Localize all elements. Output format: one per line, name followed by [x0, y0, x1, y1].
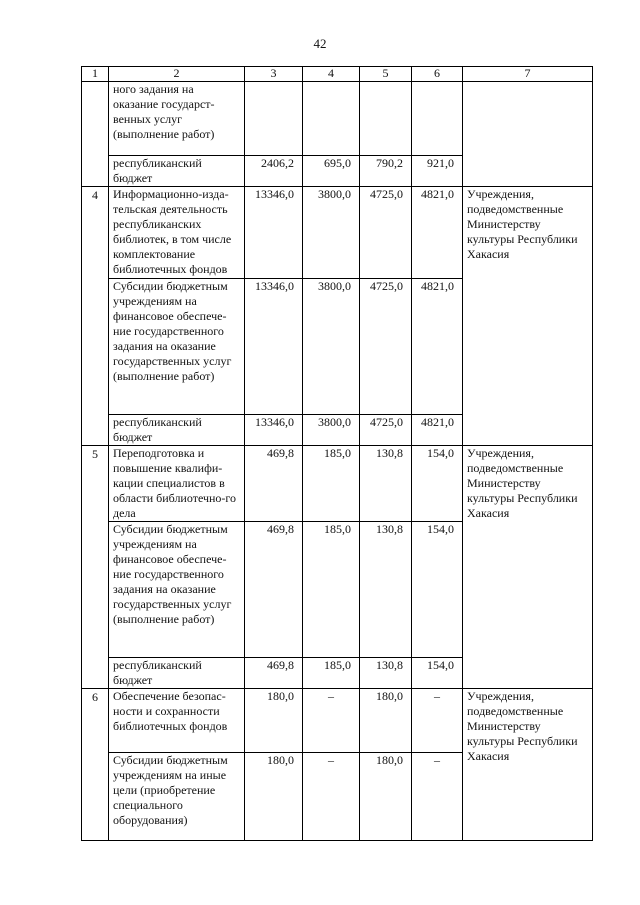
value-cell: – [412, 753, 463, 841]
value-cell: 469,8 [245, 446, 303, 522]
value-cell: 4725,0 [360, 415, 412, 446]
value-cell: 4821,0 [412, 187, 463, 279]
value-cell: 3800,0 [303, 187, 360, 279]
subsidy-description: Субсидии бюджетным учреждениям на финансовое обеспече-ние государственного задания на оказание государственных услуг (выполнение работ) [109, 522, 245, 658]
value-cell: – [303, 753, 360, 841]
row-number-cell [82, 82, 109, 187]
value-cell: 3800,0 [303, 415, 360, 446]
value-cell: 154,0 [412, 658, 463, 689]
column-number: 4 [303, 67, 360, 82]
value-cell: 13346,0 [245, 279, 303, 415]
column-number: 1 [82, 67, 109, 82]
value-cell: 130,8 [360, 522, 412, 658]
budget-label: республиканский бюджет [109, 156, 245, 187]
value-cell: 695,0 [303, 156, 360, 187]
value-cell: – [303, 689, 360, 753]
budget-label: республиканский бюджет [109, 658, 245, 689]
activity-description: Обеспечение безопас-ности и сохранности библиотечных фондов [109, 689, 245, 753]
executor-cell: Учреждения, подведомственные Министерству культуры Республики Хакасия [463, 689, 593, 841]
table-row [82, 82, 593, 156]
program-activities-table [81, 66, 593, 841]
row-number: 4 [82, 187, 109, 446]
column-number: 2 [109, 67, 245, 82]
value-cell: 4821,0 [412, 279, 463, 415]
subsidy-description: Субсидии бюджетным учреждениям на иные цели (приобретение специального оборудования) [109, 753, 245, 841]
value-cell: 790,2 [360, 156, 412, 187]
table-row [82, 689, 593, 753]
executor-cell: Учреждения, подведомственные Министерству культуры Республики Хакасия [463, 187, 593, 446]
value-cell: 4725,0 [360, 279, 412, 415]
row-number: 5 [82, 446, 109, 689]
activity-description: Переподготовка и повышение квалифи-кации специалистов в области библиотечно-го дела [109, 446, 245, 522]
value-cell: 13346,0 [245, 415, 303, 446]
value-cell: 185,0 [303, 522, 360, 658]
value-cell: 154,0 [412, 522, 463, 658]
executor-cell [463, 82, 593, 187]
value-cell: 4821,0 [412, 415, 463, 446]
column-number: 6 [412, 67, 463, 82]
activity-description: ного задания на оказание государст-венных услуг (выполнение работ) [109, 82, 245, 156]
column-number-row [82, 67, 593, 82]
table-row [82, 187, 593, 279]
value-cell: 185,0 [303, 658, 360, 689]
value-cell: 180,0 [245, 689, 303, 753]
value-cell: 180,0 [360, 689, 412, 753]
value-cell: 469,8 [245, 658, 303, 689]
column-number: 7 [463, 67, 593, 82]
table-row [82, 446, 593, 522]
column-number: 3 [245, 67, 303, 82]
budget-label: республиканский бюджет [109, 415, 245, 446]
value-cell: 130,8 [360, 658, 412, 689]
value-cell: 921,0 [412, 156, 463, 187]
subsidy-description: Субсидии бюджетным учреждениям на финансовое обеспече-ние государственного задания на оказание государственных услуг (выполнение работ) [109, 279, 245, 415]
value-cell: 185,0 [303, 446, 360, 522]
value-cell: 13346,0 [245, 187, 303, 279]
page-number: 42 [313, 36, 327, 51]
value-cell: 154,0 [412, 446, 463, 522]
executor-cell: Учреждения, подведомственные Министерству культуры Республики Хакасия [463, 446, 593, 689]
value-cell: 4725,0 [360, 187, 412, 279]
activity-description: Информационно-изда-тельская деятельность республиканских библиотек, в том числе комплектование библиотечных фондов [109, 187, 245, 279]
row-number: 6 [82, 689, 109, 841]
value-cell: – [412, 689, 463, 753]
value-cell: 130,8 [360, 446, 412, 522]
value-cell: 180,0 [360, 753, 412, 841]
column-number: 5 [360, 67, 412, 82]
value-cell: 469,8 [245, 522, 303, 658]
value-cell: 3800,0 [303, 279, 360, 415]
value-cell: 180,0 [245, 753, 303, 841]
value-cell: 2406,2 [245, 156, 303, 187]
